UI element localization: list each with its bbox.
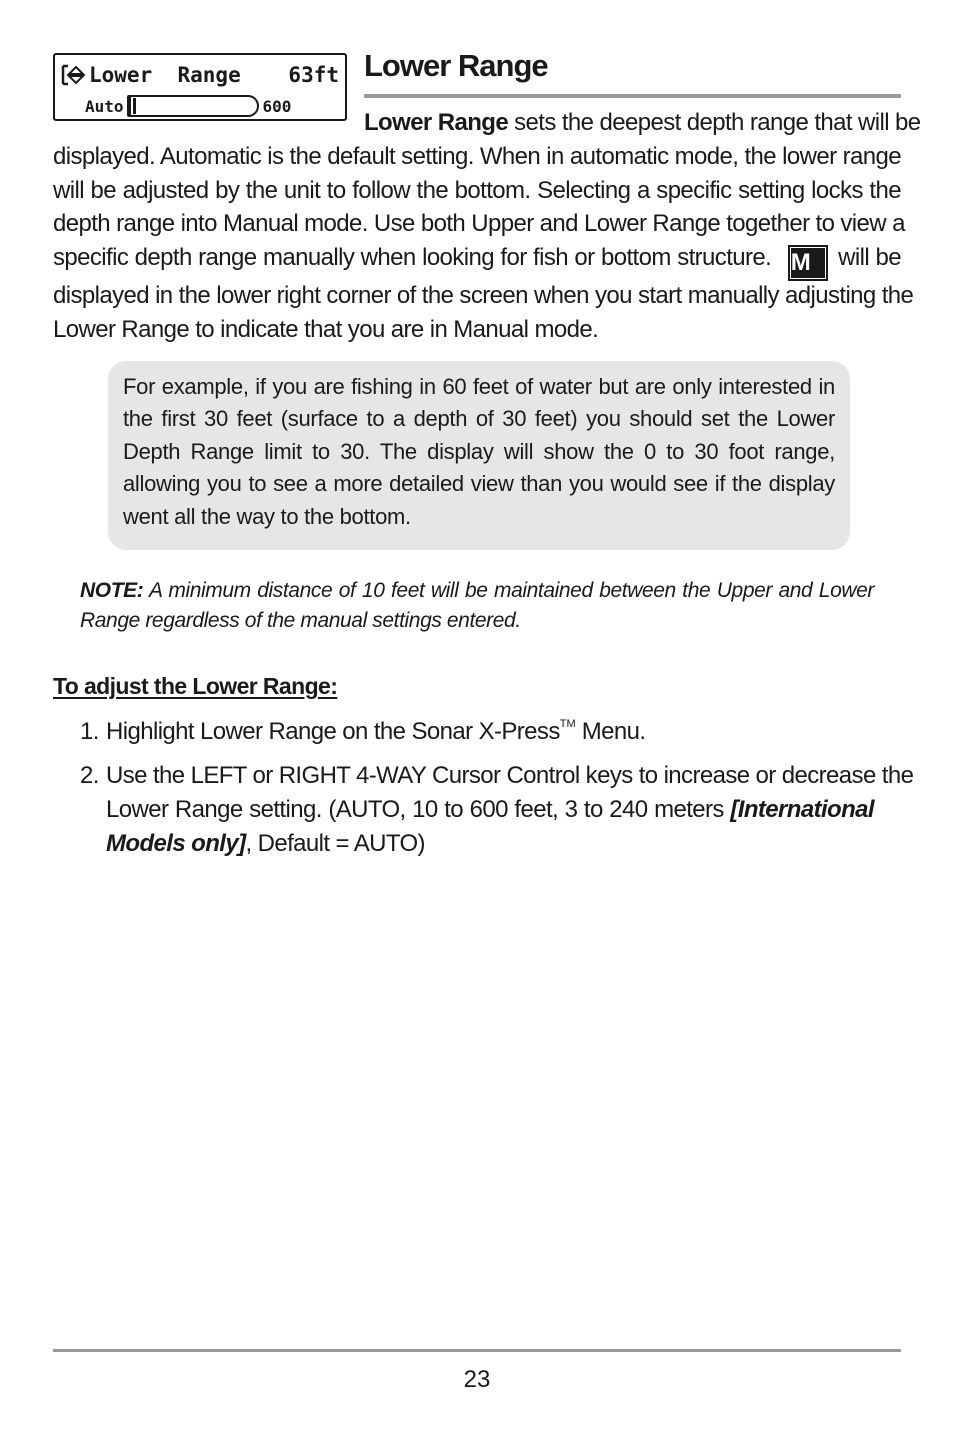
range-slider[interactable]: [127, 95, 259, 117]
intro-line: displayed in the lower right corner of the screen when you start manually adjusting the: [53, 282, 914, 310]
intro-line4-before: specific depth range manually when looking for fish or bottom structure.: [53, 244, 772, 272]
step-number: 1.: [80, 718, 99, 745]
menu-widget-title: Lower Range: [89, 63, 241, 87]
step-text: [106, 715, 874, 749]
international-models-note-end: Models only]: [106, 830, 246, 857]
menu-edit-arrows-icon: [61, 63, 85, 87]
note-line: [80, 576, 874, 606]
slider-thumb[interactable]: [133, 98, 136, 114]
step-item: [80, 715, 874, 749]
example-line: Depth Range limit to 30. The display will show the 0 to 30 foot range,: [123, 438, 835, 464]
step-number: 2.: [80, 762, 99, 789]
menu-widget-header: [61, 61, 339, 89]
slider-max-label: 600: [262, 96, 292, 116]
step-text: [106, 827, 874, 861]
intro-line-with-badge: [53, 241, 901, 279]
slider-min-label: Auto: [85, 96, 124, 116]
intro-lead-rest: sets the deepest depth range that will be: [508, 109, 921, 136]
intro-line: will be adjusted by the unit to follow the bottom. Selecting a specific setting locks the: [53, 176, 901, 204]
page-number: 23: [463, 1366, 491, 1393]
title-rule: [364, 94, 901, 98]
note-label: NOTE:: [80, 579, 144, 602]
step-text: [106, 793, 874, 827]
international-models-note: [International: [730, 796, 874, 823]
procedure-heading: To adjust the Lower Range:: [53, 673, 338, 699]
intro-lead-term: Lower Range: [364, 109, 509, 136]
intro-first-line: [364, 106, 921, 140]
example-line: allowing you to see a more detailed view than you would see if the display: [123, 471, 835, 497]
menu-widget-slider-row: [85, 95, 291, 117]
menu-widget-lower-range: [53, 53, 347, 121]
intro-line: displayed. Automatic is the default setting. When in automatic mode, the lower range: [53, 143, 901, 170]
trademark-mark: TM: [559, 718, 576, 730]
step-text: Use the LEFT or RIGHT 4-WAY Cursor Control keys to increase or decrease the: [106, 762, 914, 789]
step2-text: Lower Range setting. (AUTO, 10 to 600 feet, 3 to 240 meters: [106, 796, 731, 823]
intro-line: Lower Range to indicate that you are in Manual mode.: [53, 315, 599, 343]
example-line: went all the way to the bottom.: [123, 503, 411, 529]
intro-line4-after: will be: [838, 244, 902, 272]
step1-text: Highlight Lower Range on the Sonar X-Press: [106, 718, 560, 745]
example-callout: [108, 361, 850, 550]
note-text: A minimum distance of 10 feet will be maintained between the Upper and Lower: [143, 579, 874, 602]
manual-mode-badge-icon: M: [790, 247, 826, 279]
step1-text-end: Menu.: [575, 718, 646, 745]
procedure-steps: [80, 715, 914, 861]
menu-widget-value: 63ft: [288, 63, 339, 87]
slider-fill: [129, 97, 132, 115]
intro-line: depth range into Manual mode. Use both Upper and Lower Range together to view a: [53, 210, 905, 238]
footer-rule: [53, 1349, 901, 1352]
note-line: Range regardless of the manual settings entered.: [80, 609, 521, 632]
step-item: [80, 759, 914, 861]
note: [80, 576, 874, 636]
example-line: the first 30 feet (surface to a depth of 30 feet) you should set the Lower: [123, 406, 835, 432]
intro-paragraph: [53, 140, 914, 347]
example-line: For example, if you are fishing in 60 feet of water but are only interested in: [123, 374, 835, 399]
step2-default: , Default = AUTO): [245, 830, 425, 857]
section-title: Lower Range: [364, 48, 548, 83]
